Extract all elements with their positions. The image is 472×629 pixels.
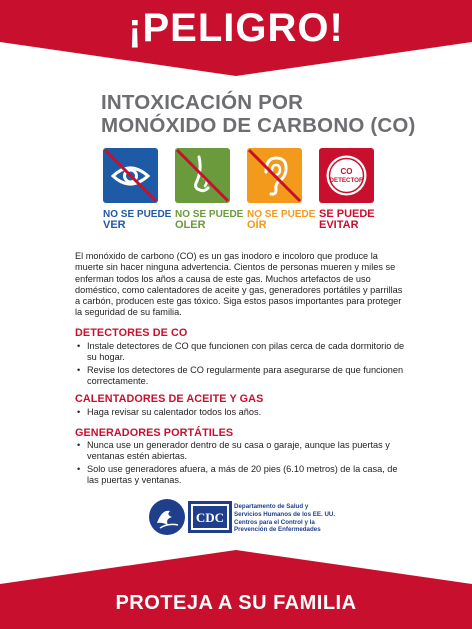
co-detector-icon-tile: [319, 148, 374, 203]
ear-label: [247, 209, 317, 231]
bottom-banner-shape: [0, 550, 472, 629]
page-title: [101, 91, 421, 137]
section-heading-heaters: CALENTADORES DE ACEITE Y GAS: [75, 393, 264, 405]
co-detector-badge-line-2: DETECTOR: [329, 177, 364, 184]
page-title-line-2: MONÓXIDO DE CARBONO (CO): [101, 114, 416, 137]
list-item: • Solo use generadores afuera, a más de 20 pies (6.10 metros) de la casa, de las puertas y ventanas.: [75, 464, 405, 487]
co-detector-label-line-1: SE PUEDE: [319, 208, 375, 220]
nose-label: [175, 209, 245, 231]
co-detector-label: [319, 209, 389, 231]
hhs-eagle-icon: [148, 495, 234, 539]
bottom-banner: [0, 550, 472, 629]
eye-icon-tile: [103, 148, 158, 203]
ear-icon: [247, 148, 302, 203]
list-item: • Instale detectores de CO que funcionen con pilas cerca de cada dormitorio de su hogar.: [75, 341, 405, 364]
warning-title: ¡PELIGRO!: [128, 6, 344, 50]
cdc-line-2: Prevención de Enfermedades: [234, 526, 321, 534]
nose-icon-tile: [175, 148, 230, 203]
list-item: • Revise los detectores de CO regularmente para asegurarse de que funcionen correctamente.: [75, 365, 405, 388]
list-item: • Nunca use un generador dentro de su casa o garaje, aunque las puertas y ventanas estén abiertas.: [75, 440, 405, 463]
section-list-co-detectors: [75, 341, 405, 388]
dept-line-2: Servicios Humanos de los EE. UU.: [234, 510, 336, 518]
list-item: • Haga revisar su calentador todos los años.: [75, 407, 405, 418]
hhs-logo: [148, 495, 225, 539]
footer-title: PROTEJA A SU FAMILIA: [115, 592, 357, 614]
section-heading-co-detectors: DETECTORES DE CO: [75, 327, 188, 339]
co-detector-badge-line-1: CO: [340, 167, 353, 176]
agency-text: [234, 503, 335, 534]
eye-label-line-2: VER: [103, 219, 126, 231]
intro-paragraph: El monóxido de carbono (CO) es un gas inodoro e incoloro que produce la muerte sin hacer ninguna advertencia. Cientos de personas mueren y miles se enferman todos los años a causa de este gas. Muchos artefactos de uso doméstico, como calentadores de aceite y gas, generadores portátiles y parrillas a carbón, producen este gas tóxico. Siga estos pasos importantes para proteger la seguridad de su familia.: [75, 251, 403, 318]
co-detector-icon: [319, 148, 374, 203]
nose-icon: [175, 148, 230, 203]
nose-label-line-1: NO SE PUEDE: [175, 209, 244, 220]
eye-label-line-1: NO SE PUEDE: [103, 209, 172, 220]
dept-line-1: Departamento de Salud y: [234, 503, 309, 510]
ear-label-line-2: OÍR: [247, 219, 267, 231]
section-heading-generators: GENERADORES PORTÁTILES: [75, 427, 234, 439]
cdc-logo-text: CDC: [195, 510, 225, 525]
ear-label-line-1: NO SE PUEDE: [247, 209, 316, 220]
eye-label: [103, 209, 173, 231]
page-title-line-1: INTOXICACIÓN POR: [101, 91, 304, 114]
ear-icon-tile: [247, 148, 302, 203]
section-list-heaters: [75, 407, 405, 419]
cdc-line-1: Centros para el Control y la: [234, 518, 315, 526]
nose-label-line-2: OLER: [175, 219, 206, 231]
co-detector-label-line-2: EVITAR: [319, 219, 359, 231]
section-list-generators: [75, 440, 405, 487]
eye-icon: [103, 148, 158, 203]
